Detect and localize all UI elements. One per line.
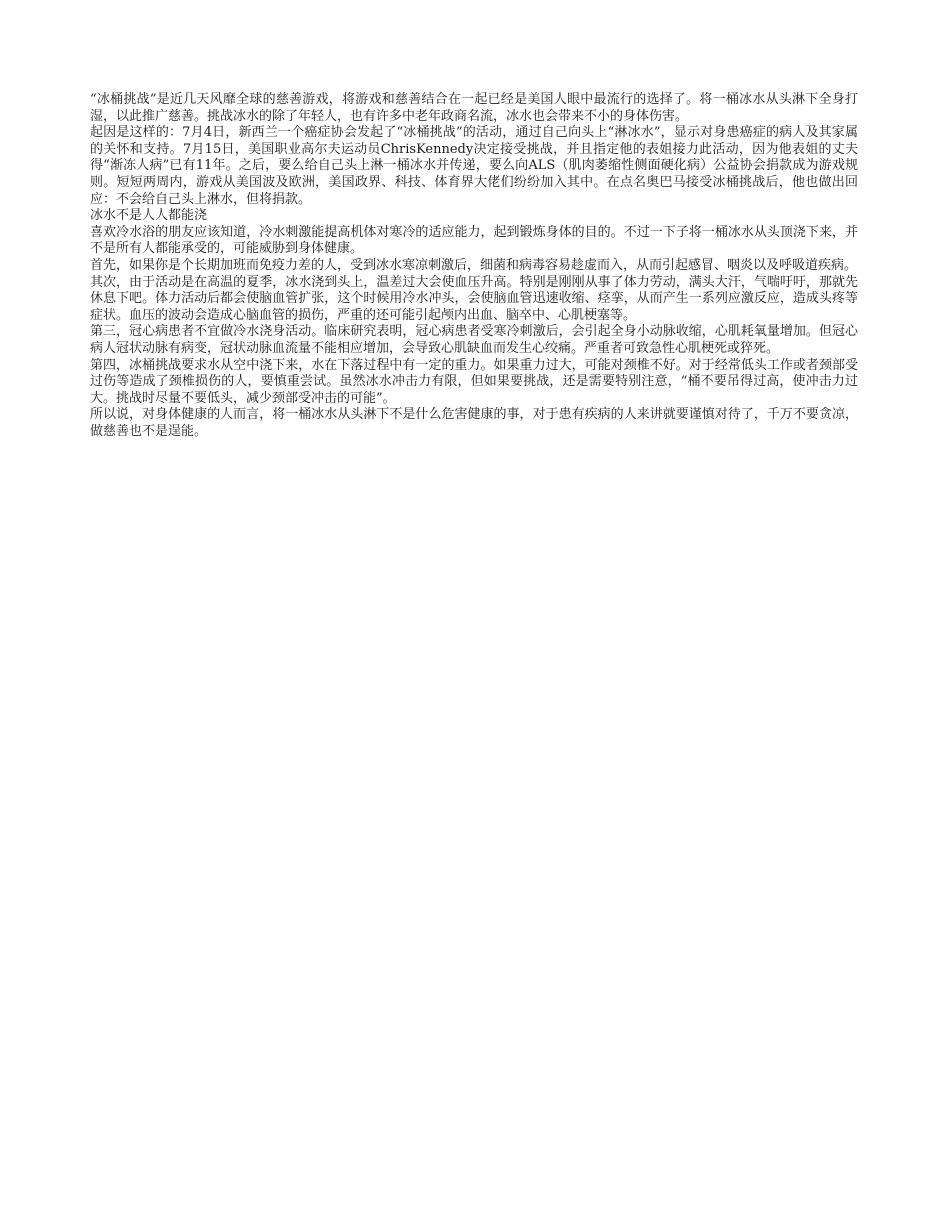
intro-paragraph: “冰桶挑战”是近几天风靡全球的慈善游戏，将游戏和慈善结合在一起已经是美国人眼中最流行的选择了。将一桶冰水从头淋下全身打湿，以此推广慈善。挑战冰水的除了年轻人，也有许多中老年政商名流，冰水也会带来不小的身体伤害。 [90, 92, 858, 124]
section-heading: 冰水不是人人都能浇 [90, 208, 208, 224]
cold-water-paragraph: 喜欢冷水浴的朋友应该知道，冷水刺激能提高机体对寒冷的适应能力，起到锻炼身体的目的。不过一下子将一桶冰水从头顶浇下来，并不是所有人都能承受的，可能威胁到身体健康。 [90, 224, 858, 257]
conclusion-paragraph: 所以说，对身体健康的人而言，将一桶冰水从头淋下不是什么危害健康的事，对于患有疾病的人来讲就要谨慎对待了，千万不要贪凉，做慈善也不是逞能。 [90, 407, 858, 439]
origin-paragraph: 起因是这样的：7月4日，新西兰一个癌症协会发起了“冰桶挑战”的活动，通过自己向头上“淋冰水”，显示对身患癌症的病人及其家属的关怀和支持。7月15日，美国职业高尔夫运动员ChrisKennedy决定接受挑战，并且指定他的表姐接力此活动，因为他表姐的丈夫得“渐冻人病”已有11年。之后，要么给自己头上淋一桶冰水并传递，要么向ALS（肌肉萎缩性侧面硬化病）公益协会捐款成为游戏规则。短短两周内，游戏从美国波及欧洲，美国政界、科技、体育界大佬们纷纷加入其中。在点名奥巴马接受冰桶挑战后，他也做出回应：不会给自己头上淋水，但将捐款。 [90, 125, 858, 207]
second-point-paragraph: 其次，由于活动是在高温的夏季，冰水浇到头上，温差过大会使血压升高。特别是刚刚从事了体力劳动，满头大汗，气喘吁吁，那就先休息下吧。体力活动后都会使脑血管扩张，这个时候用冷水冲头，会使脑血管迅速收缩、痉挛，从而产生一系列应激反应，造成头疼等症状。血压的波动会造成心脑血管的损伤，严重的还可能引起颅内出血、脑卒中、心肌梗塞等。 [90, 274, 858, 323]
fourth-point-paragraph: 第四，冰桶挑战要求水从空中浇下来，水在下落过程中有一定的重力。如果重力过大，可能对颈椎不好。对于经常低头工作或者颈部受过伤等造成了颈椎损伤的人，要慎重尝试。虽然冰水冲击力有限，但如果要挑战，还是需要特别注意，“桶不要吊得过高，使冲击力过大。挑战时尽量不要低头，减少颈部受冲击的可能”。 [90, 357, 858, 406]
document-body [90, 92, 858, 440]
third-point-paragraph: 第三，冠心病患者不宜做冷水浇身活动。临床研究表明，冠心病患者受寒冷刺激后，会引起全身小动脉收缩，心肌耗氧量增加。但冠心病人冠状动脉有病变，冠状动脉血流量不能相应增加，会导致心肌缺血而发生心绞痛。严重者可致急性心肌梗死或猝死。 [90, 324, 858, 356]
first-point-paragraph: 首先，如果你是个长期加班而免疫力差的人，受到冰水寒凉刺激后，细菌和病毒容易趁虚而入，从而引起感冒、咽炎以及呼吸道疾病。 [90, 257, 858, 273]
